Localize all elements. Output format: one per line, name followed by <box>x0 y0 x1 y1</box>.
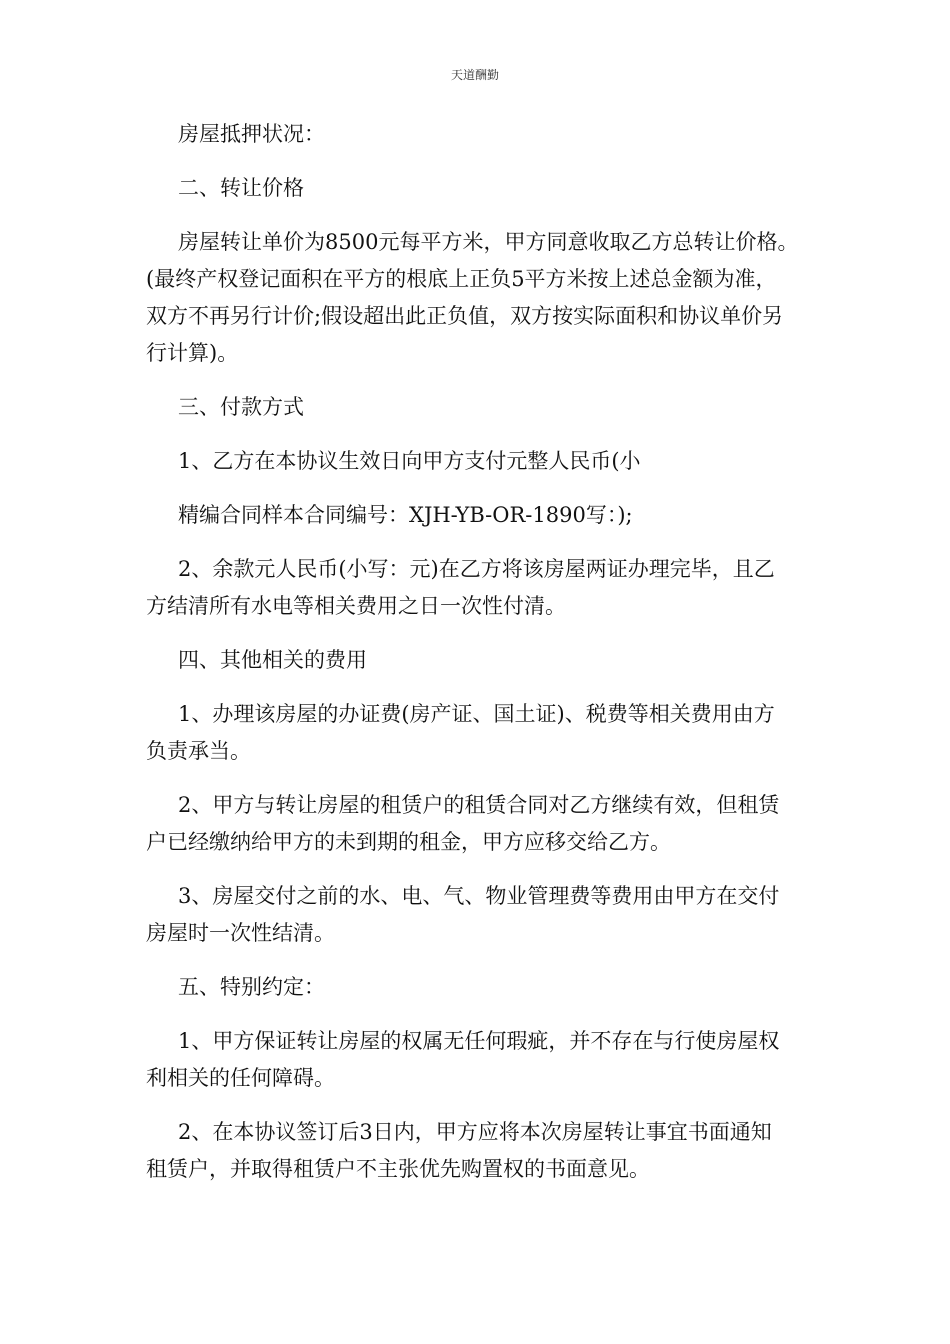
text-line: 五、特别约定： <box>178 975 325 999</box>
page-header: 天道酬勤 <box>450 68 499 82</box>
paragraph <box>146 1023 806 1097</box>
paragraph <box>146 389 806 426</box>
text-line: 三、付款方式 <box>178 395 304 419</box>
text-line: 二、转让价格 <box>178 176 304 200</box>
text-line: 负责承当。 <box>146 739 251 763</box>
document-body <box>146 116 806 1205</box>
paragraph <box>146 224 806 372</box>
text-line: 利相关的任何障碍。 <box>146 1066 335 1090</box>
paragraph <box>146 969 806 1006</box>
paragraph <box>146 551 806 625</box>
paragraph <box>146 497 806 534</box>
text-line: 1、办理该房屋的办证费(房产证、国土证)、税费等相关费用由方 <box>178 702 775 726</box>
paragraph <box>146 170 806 207</box>
text-line: 行计算)。 <box>146 341 239 365</box>
paragraph <box>146 878 806 952</box>
text-line: 双方不再另行计价;假设超出此正负值，双方按实际面积和协议单价另 <box>146 304 784 328</box>
paragraph <box>146 443 806 480</box>
text-line: 1、乙方在本协议生效日向甲方支付元整人民币(小 <box>178 449 641 473</box>
text-line: 房屋转让单价为8500元每平方米，甲方同意收取乙方总转让价格。 <box>178 230 799 254</box>
text-line: (最终产权登记面积在平方的根底上正负5平方米按上述总金额为准， <box>146 267 777 291</box>
text-line: 房屋抵押状况： <box>178 122 325 146</box>
paragraph <box>146 787 806 861</box>
text-line: 3、房屋交付之前的水、电、气、物业管理费等费用由甲方在交付 <box>178 884 780 908</box>
text-line: 房屋时一次性结清。 <box>146 921 335 945</box>
paragraph <box>146 696 806 770</box>
paragraph <box>146 116 806 153</box>
text-line: 2、余款元人民币(小写：元)在乙方将该房屋两证办理完毕，且乙 <box>178 557 775 581</box>
text-line: 租赁户，并取得租赁户不主张优先购置权的书面意见。 <box>146 1157 650 1181</box>
text-line: 2、甲方与转让房屋的租赁户的租赁合同对乙方继续有效，但租赁 <box>178 793 780 817</box>
text-line: 精编合同样本合同编号：XJH-YB-OR-1890写：); <box>178 503 633 527</box>
paragraph <box>146 1114 806 1188</box>
text-line: 1、甲方保证转让房屋的权属无任何瑕疵，并不存在与行使房屋权 <box>178 1029 780 1053</box>
text-line: 四、其他相关的费用 <box>178 648 367 672</box>
paragraph <box>146 642 806 679</box>
text-line: 2、在本协议签订后3日内，甲方应将本次房屋转让事宜书面通知 <box>178 1120 772 1144</box>
text-line: 户已经缴纳给甲方的未到期的租金，甲方应移交给乙方。 <box>146 830 671 854</box>
text-line: 方结清所有水电等相关费用之日一次性付清。 <box>146 594 566 618</box>
